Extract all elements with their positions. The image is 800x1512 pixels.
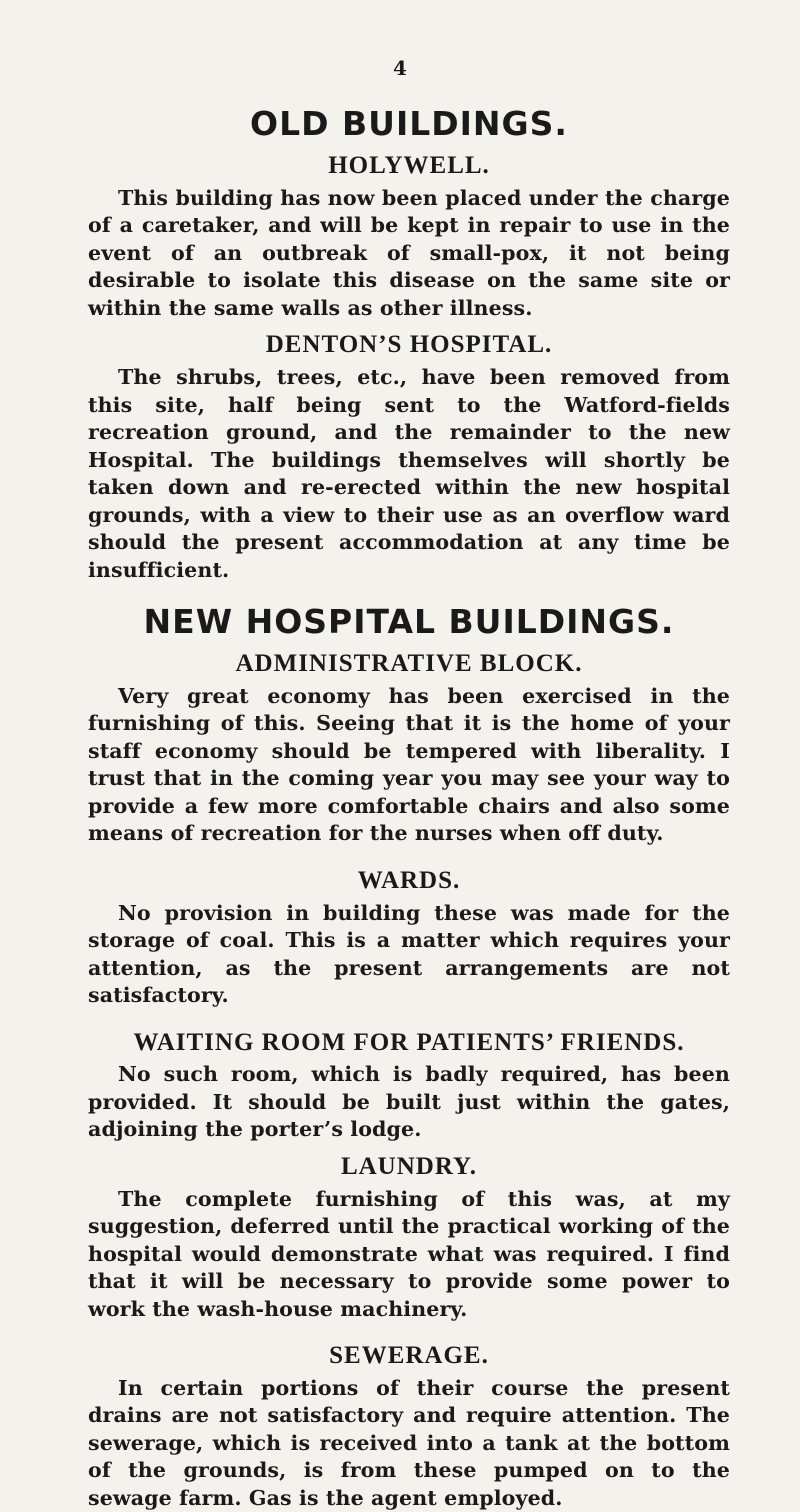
subheading-laundry: LAUNDRY. <box>340 1152 478 1180</box>
subheading-dentons-hospital: DENTON’S HOSPITAL. <box>265 331 553 359</box>
section-heading-new-hospital-buildings: NEW HOSPITAL BUILDINGS. <box>143 602 675 641</box>
paragraph-holywell: This building has now been placed under the charge of a caretaker, and will be kept in repair to use in the event of an outbreak of small-pox, it not being desirable to isolate this disease on the same site or within the same walls as other illness. <box>88 185 730 320</box>
paragraph-administrative-block: Very great economy has been exercised in the furnishing of this. Seeing that it is the home of your staff economy should be tempered with liberality. I trust that in the coming year you may see your way to provide a few more comfortable chairs and also some means of recreation for the nurses when off duty. <box>88 683 730 846</box>
section-heading-old-buildings: OLD BUILDINGS. <box>250 104 568 143</box>
paragraph-waiting-room: No such room, which is badly required, has been provided. It should be built just within the gates, adjoining the porter’s lodge. <box>88 1062 730 1142</box>
subheading-waiting-room: WAITING ROOM FOR PATIENTS’ FRIENDS. <box>133 1028 685 1056</box>
subheading-sewerage: SEWERAGE. <box>329 1342 489 1369</box>
paragraph-dentons-hospital: The shrubs, trees, etc., have been removed from this site, half being sent to the Watford-fields recreation ground, and the remainder to the new Hospital. The buildings themselves will shortly be taken down and re-erected within the new hospital grounds, with a view to their use as an overflow ward should the present accommodation at any time be insufficient. <box>88 365 730 582</box>
paragraph-wards: No provision in building these was made for the storage of coal. This is a matter which requires your attention, as the present arrangements are not satisfactory. <box>88 900 730 1007</box>
subheading-administrative-block: ADMINISTRATIVE BLOCK. <box>235 650 583 677</box>
page-number: 4 <box>393 56 407 80</box>
paragraph-sewerage: In certain portions of their course the present drains are not satisfactory and require attention. The sewerage, which is received into a tank at the bottom of the grounds, is from these pumped on to the sewage farm. Gas is the agent employed. <box>88 1375 730 1510</box>
subheading-holywell: HOLYWELL. <box>328 152 490 179</box>
paragraph-laundry: The complete furnishing of this was, at my suggestion, deferred until the practical working of the hospital would demonstrate what was required. I find that it will be necessary to provide some power to work the wash-house machinery. <box>88 1186 730 1321</box>
subheading-wards: WARDS. <box>357 866 461 894</box>
